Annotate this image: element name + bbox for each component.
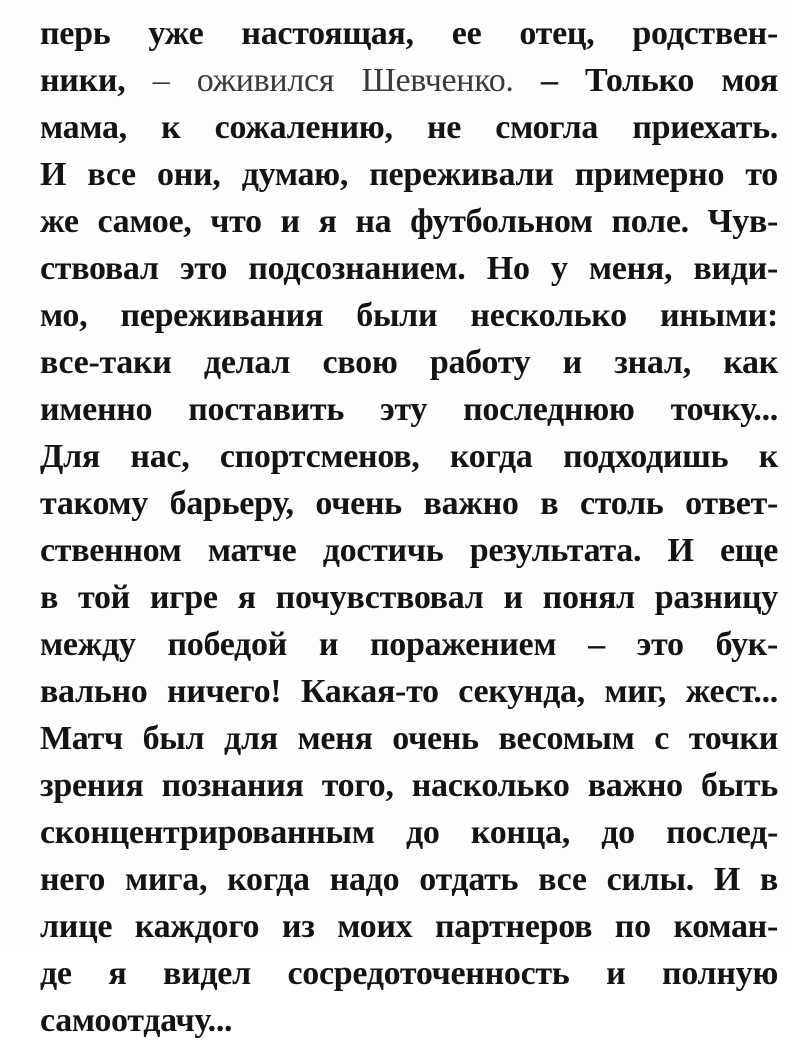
text-line-3: мама, к сожалению, не смогла приехать. bbox=[40, 109, 778, 146]
line-2-segment-b: – оживился Шевченко. bbox=[152, 62, 514, 99]
text-line-13: в той игре я почувствовал и понял разницу bbox=[40, 579, 778, 616]
text-line-6: ствовал это подсознанием. Но у меня, види- bbox=[40, 250, 778, 287]
text-line-12: ственном матче достичь результата. И еще bbox=[40, 532, 778, 569]
text-line-14: между победой и поражением – это бук- bbox=[40, 626, 778, 663]
text-line-7: мо, переживания были несколько иными: bbox=[40, 297, 778, 334]
line-2-segment-c: – Только моя bbox=[513, 62, 778, 99]
text-line-18: сконцентрированным до конца, до послед- bbox=[40, 814, 778, 851]
text-line-10: Для нас, спортсменов, когда подходишь к bbox=[40, 438, 778, 475]
text-line-20: лице каждого из моих партнеров по коман- bbox=[40, 908, 778, 945]
text-line-16: Матч был для меня очень весомым с точки bbox=[40, 720, 778, 757]
text-line-11: такому барьеру, очень важно в столь ответ- bbox=[40, 485, 778, 522]
text-line-1: перь уже настоящая, ее отец, родствен- bbox=[40, 15, 778, 52]
text-line-22: самоотдачу... bbox=[40, 1002, 233, 1039]
text-line-9: именно поставить эту последнюю точку... bbox=[40, 391, 778, 428]
text-line-8: все-таки делал свою работу и знал, как bbox=[40, 344, 778, 381]
text-line-21: де я видел сосредоточенность и полную bbox=[40, 955, 778, 992]
text-line-2 bbox=[40, 57, 778, 104]
text-line-5: же самое, что и я на футбольном поле. Чув- bbox=[40, 203, 778, 240]
line-2-segment-a: ники, bbox=[40, 62, 153, 99]
text-line-19: него мига, когда надо отдать все силы. И в bbox=[40, 861, 778, 898]
body-text bbox=[40, 10, 778, 1044]
text-line-17: зрения познания того, насколько важно быть bbox=[40, 767, 778, 804]
text-line-15: вально ничего! Какая-то секунда, миг, жест... bbox=[40, 673, 778, 710]
text-line-4: И все они, думаю, переживали примерно то bbox=[40, 156, 778, 193]
